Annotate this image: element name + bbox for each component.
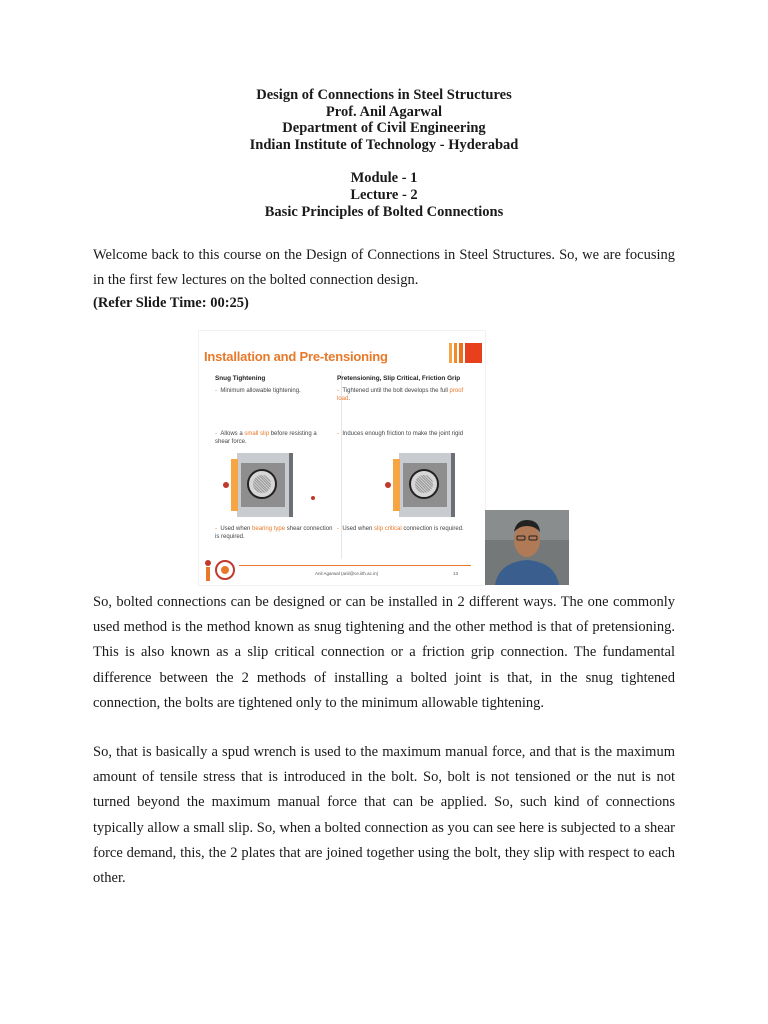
lecture-number: Lecture - 2 <box>350 186 418 203</box>
slide-deco-block <box>465 343 482 363</box>
presenter-video-thumbnail <box>485 510 569 585</box>
slide-time-reference: (Refer Slide Time: 00:25) <box>93 295 249 311</box>
document-header <box>0 87 768 220</box>
course-title: Design of Connections in Steel Structures <box>256 87 512 103</box>
slide-footer-author: Anil Agarwal (anil@ce.iith.ac.in) <box>315 571 379 576</box>
iit-hyderabad-logo-icon <box>203 559 239 581</box>
pretension-item-1: - Tightened until the bolt develops the full proof load. <box>337 388 464 402</box>
force-arrow-icon <box>385 482 391 488</box>
force-arrow-icon <box>223 482 229 488</box>
module-number: Module - 1 <box>350 170 418 187</box>
snug-bolt-diagram <box>227 453 299 517</box>
slide-deco-bar <box>449 343 452 363</box>
paragraph-intro: Welcome back to this course on the Design of Connections in Steel Structures. So, we are focusing in the first few lectures on the bolted connection design. <box>93 247 675 289</box>
slide-deco-bar <box>454 343 457 363</box>
pretension-heading: Pretensioning, Slip Critical, Friction Grip <box>337 375 461 382</box>
lecture-slide-image <box>199 331 485 585</box>
snug-item-3: - Used when bearing type shear connection is required. <box>215 526 333 540</box>
slide-deco-bar <box>459 343 463 363</box>
slide-page-number: 13 <box>453 571 459 576</box>
slide-title: Installation and Pre-tensioning <box>204 349 388 364</box>
paragraph-snug-tightening: So, that is basically a spud wrench is used to the maximum manual force, and that is the maximum amount of tensile stress that is introduced in the bolt. So, bolt is not tensioned or the nut is not turned beyond the maximum manual force that can be applied. So, such kind of connections typically allow a small slip. So, when a bolted connection as you can see here is subjected to a shear force demand, this, the 2 plates that are joined together using the bolt, they slip with respect to each other. <box>93 744 675 887</box>
lecture-title: Basic Principles of Bolted Connections <box>264 203 504 220</box>
snug-item-2: - Allows a small slip before resisting a shear force. <box>215 431 317 445</box>
paragraph-installation-methods: So, bolted connections can be designed or can be installed in 2 different ways. The one commonly used method is the method known as snug tightening and the other method is that of pretensioning. This is also known as a slip critical connection or a friction grip connection. The fundamental difference between the 2 methods of installing a bolted joint is that, in the snug tightened connection, the bolts are tightened only to the minimum allowable tightening. <box>93 594 675 711</box>
pretension-item-3: - Used when slip critical connection is required. <box>337 526 464 532</box>
pretension-bolt-diagram <box>389 453 461 517</box>
snug-heading: Snug Tightening <box>215 375 266 382</box>
slide-footer-line <box>239 565 471 566</box>
pointer-dot-icon <box>311 496 315 500</box>
snug-item-1: - Minimum allowable tightening. <box>215 388 301 394</box>
institute-name: Indian Institute of Technology - Hyderabad <box>249 136 519 153</box>
department-name: Department of Civil Engineering <box>282 120 486 137</box>
professor-name: Prof. Anil Agarwal <box>325 103 443 120</box>
pretension-item-2: - Induces enough friction to make the joint rigid <box>337 431 464 437</box>
